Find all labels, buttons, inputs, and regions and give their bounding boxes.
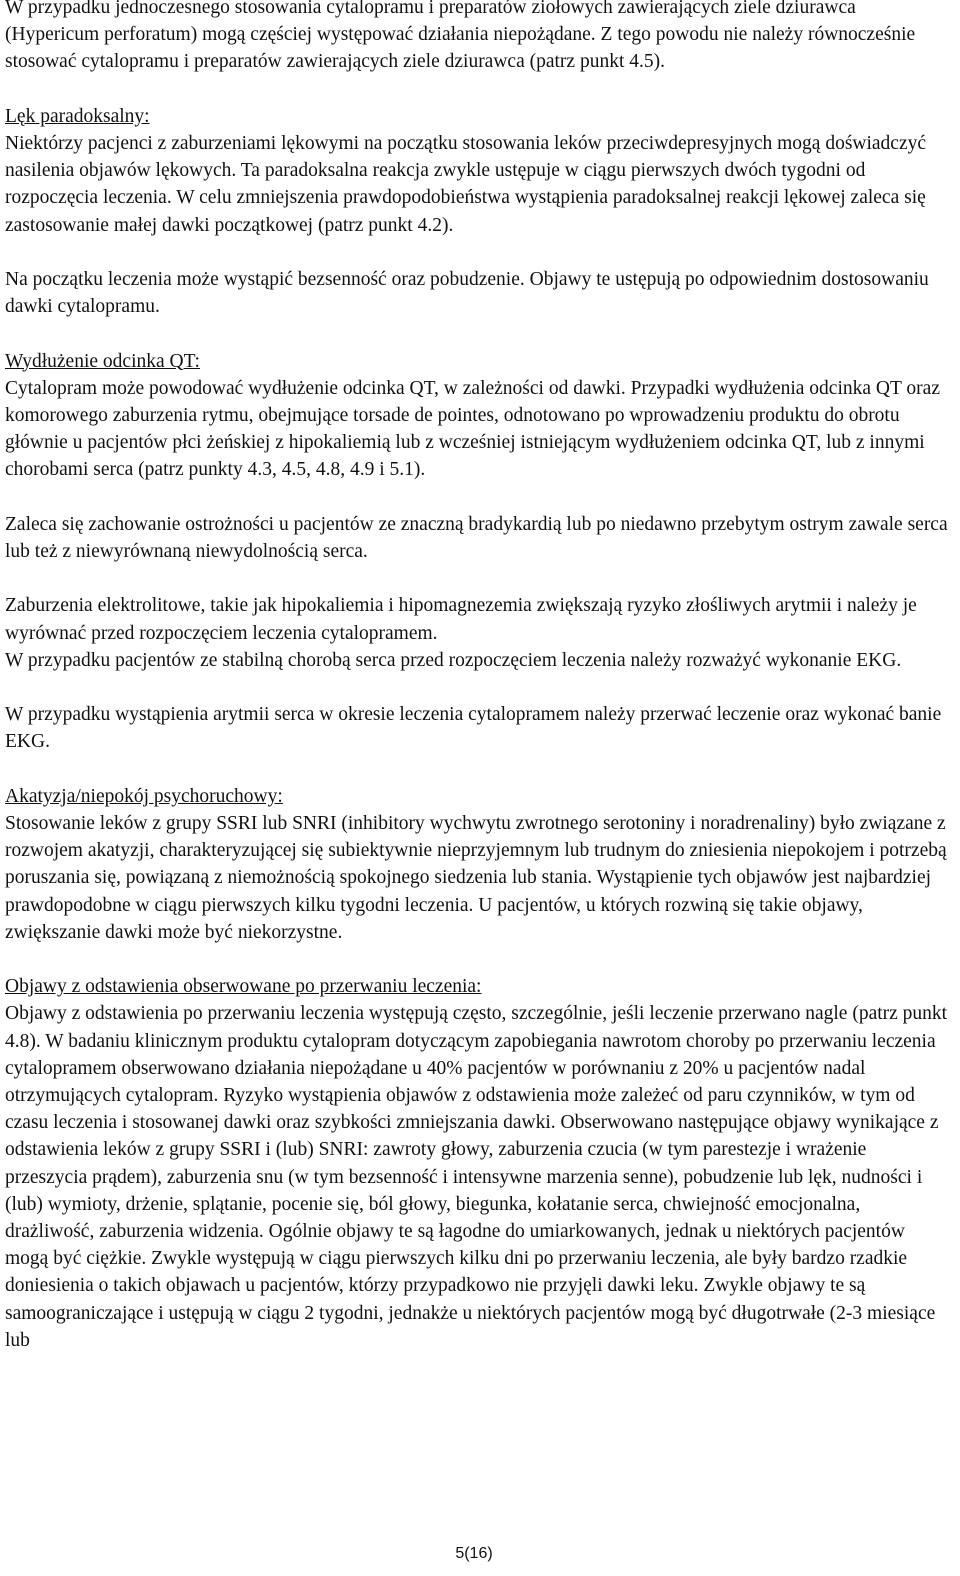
paragraph-hypericum: W przypadku jednoczesnego stosowania cytalopramu i preparatów ziołowych zawierających ziele dziurawca (Hypericum perforatum) mogą częściej występować działania niepożądane. Z tego powodu nie należy równocześnie stosować cytalopramu i preparatów zawierających ziele dziurawca (patrz punkt 4.5).: [5, 0, 916, 73]
section-paradoxical-anxiety: [5, 103, 953, 239]
paragraph-electrolytes: Zaburzenia elektrolitowe, takie jak hipokaliemia i hipomagnezemia zwiększają ryzyko złośliwych arytmii i należy je wyrównać przed rozpoczęciem leczenia cytalopramem.: [5, 595, 917, 644]
section-akathisia: [5, 783, 953, 946]
paragraph-qt-prolongation: Cytalopram może powodować wydłużenie odcinka QT, w zależności od dawki. Przypadki wydłużenia odcinka QT oraz komorowego zaburzenia rytmu, obejmujące torsade de pointes, odnotowano po wprowadzeniu produktu do obrotu głównie u pacjentów płci żeńskiej z hipokaliemią lub z wcześniej istniejącym wydłużeniem odcinka QT, lub z innymi chorobami serca (patrz punkty 4.3, 4.5, 4.8, 4.9 i 5.1).: [5, 377, 940, 481]
paragraph-insomnia: Na początku leczenia może wystąpić bezsenność oraz pobudzenie. Objawy te ustępują po odpowiednim dostosowaniu dawki cytalopramu.: [5, 269, 929, 318]
page-footer: [0, 1545, 960, 1563]
heading-withdrawal: Objawy z odstawienia obserwowane po przerwaniu leczenia:: [5, 976, 482, 998]
section-qt-prolongation: [5, 348, 953, 484]
document-page: [5, 0, 953, 1381]
paragraph-paradoxical-anxiety: Niektórzy pacjenci z zaburzeniami lękowymi na początku stosowania leków przeciwdepresyjnych mogą doświadczyć nasilenia objawów lękowych. Ta paradoksalna reakcja zwykle ustępuje w ciągu pierwszych dwóch tygodni od rozpoczęcia leczenia. W celu zmniejszenia prawdopodobieństwa wystąpienia paradoksalnej reakcji lękowej zaleca się zastosowanie małej dawki początkowej (patrz punkt 4.2).: [5, 133, 927, 236]
heading-paradoxical-anxiety: Lęk paradoksalny:: [5, 105, 150, 127]
heading-akathisia: Akatyzja/niepokój psychoruchowy:: [5, 785, 283, 807]
paragraph-ekg-stable: W przypadku pacjentów ze stabilną chorobą serca przed rozpoczęciem leczenia należy rozważyć wykonanie EKG.: [5, 649, 902, 671]
paragraph-withdrawal: Objawy z odstawienia po przerwaniu leczenia występują często, szczególnie, jeśli leczenie przerwano nagle (patrz punkt 4.8). W badaniu klinicznym produktu cytalopram dotyczącym zapobiegania nawrotom choroby po przerwaniu leczenia cytalopramem obserwowano działania niepożądane u 40% pacjentów w porównaniu z 20% u pacjentów nadal otrzymujących cytalopram. Ryzyko wystąpienia objawów z odstawienia może zależeć od paru czynników, w tym od czasu leczenia i stosowanej dawki oraz szybkości zmniejszania dawki. Obserwowano następujące objawy wynikające z odstawienia leków z grupy SSRI i (lub) SNRI: zawroty głowy, zaburzenia czucia (w tym parestezje i wrażenie przeszycia prądem), zaburzenia snu (w tym bezsenność i intensywne marzenia senne), pobudzenie lub lęk, nudności i (lub) wymioty, drżenie, splątanie, pocenie się, ból głowy, biegunka, kołatanie serca, chwiejność emocjonalna, drażliwość, zaburzenia widzenia. Ogólnie objawy te są łagodne do umiarkowanych, jednak u niektórych pacjentów mogą być ciężkie. Zwykle występują w ciągu pierwszych kilku dni po przerwaniu leczenia, ale były bardzo rzadkie doniesienia o takich objawach u pacjentów, którzy przypadkowo nie przyjęli dawki leku. Zwykle objawy te są samoograniczające i ustępują w ciągu 2 tygodni, jednakże u niektórych pacjentów mogą być długotrwałe (2-3 miesiące lub: [5, 1003, 948, 1351]
paragraph-caution-bradycardia: Zaleca się zachowanie ostrożności u pacjentów ze znaczną bradykardią lub po niedawno przebytym ostrym zawale serca lub też z niewyrównaną niewydolnością serca.: [5, 513, 948, 562]
heading-qt-prolongation: Wydłużenie odcinka QT:: [5, 350, 200, 372]
paragraph-akathisia: Stosowanie leków z grupy SSRI lub SNRI (inhibitory wychwytu zwrotnego serotoniny i noradrenaliny) było związane z rozwojem akatyzji, charakteryzującej się subiektywnie nieprzyjemnym lub trudnym do zniesienia niepokojem i potrzebą poruszania się, powiązaną z niemożnością spokojnego siedzenia lub stania. Wystąpienie tych objawów jest najbardziej prawdopodobne w ciągu pierwszych kilku tygodni leczenia. U pacjentów, u których rozwiną się takie objawy, zwiększanie dawki może być niekorzystne.: [5, 812, 947, 943]
section-electrolytes: [5, 592, 953, 674]
section-withdrawal: [5, 973, 953, 1354]
page-number: 5(16): [455, 1545, 493, 1562]
paragraph-arrhythmia: W przypadku wystąpienia arytmii serca w okresie leczenia cytalopramem należy przerwać leczenie oraz wykonać banie EKG.: [5, 704, 942, 753]
